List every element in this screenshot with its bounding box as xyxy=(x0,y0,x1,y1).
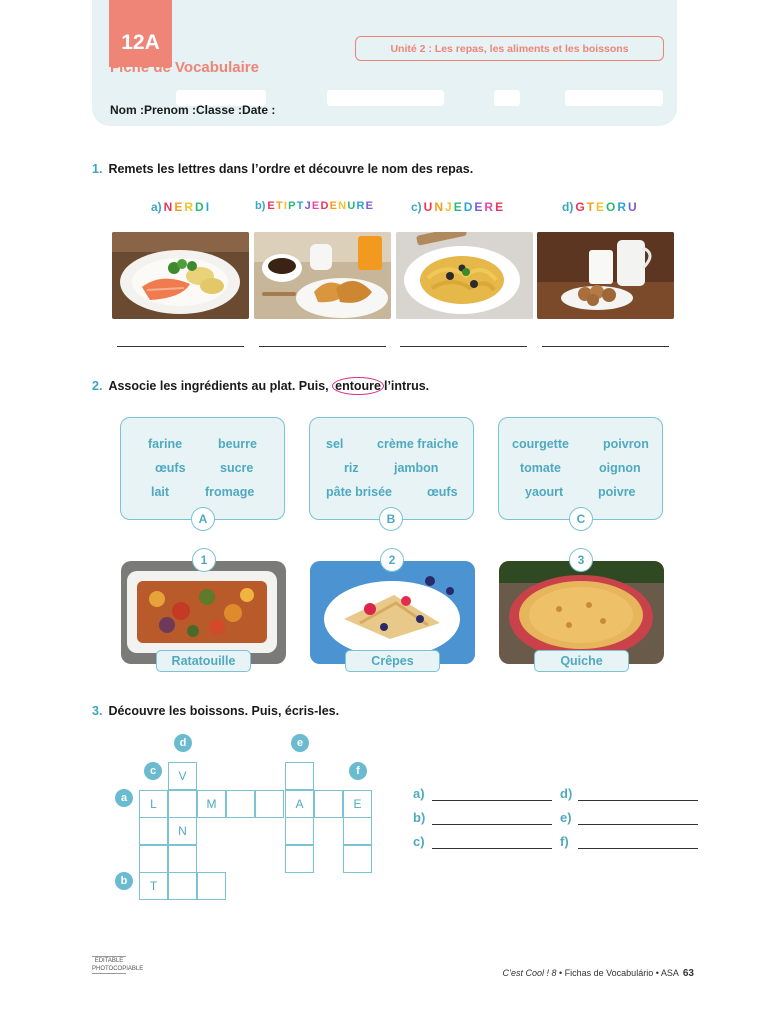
crossword-cell[interactable]: L xyxy=(139,790,168,818)
crossword-cell[interactable] xyxy=(168,845,197,873)
clue-marker-d: d xyxy=(174,734,192,752)
student-fields-label: Nom :Prenom :Classe :Date : xyxy=(110,103,276,117)
answer-label-d: d) xyxy=(560,786,573,801)
ingredient-word[interactable]: oignon xyxy=(599,461,641,475)
crossword-cell[interactable] xyxy=(139,845,168,873)
scramble-letter: U xyxy=(347,200,357,212)
scramble-letter: E xyxy=(596,200,607,214)
scramble-letter: N xyxy=(163,200,175,214)
answer-line-d[interactable] xyxy=(542,346,669,347)
crossword-cell[interactable]: T xyxy=(139,872,168,900)
quiche-photo xyxy=(499,561,664,664)
scramble-letter: I xyxy=(283,200,289,212)
scramble-letter: U xyxy=(628,200,639,214)
salmon-dish-photo xyxy=(112,232,249,319)
ingredient-word[interactable]: sel xyxy=(326,437,344,451)
crossword-cell[interactable] xyxy=(285,817,314,845)
crossword-cell[interactable] xyxy=(314,790,343,818)
crossword-cell[interactable] xyxy=(197,872,226,900)
milk-cookies-photo xyxy=(537,232,674,319)
scramble-letter: R xyxy=(484,200,496,214)
answer-line-b[interactable] xyxy=(259,346,386,347)
scramble-letter: D xyxy=(463,200,475,214)
answer-line-a[interactable] xyxy=(117,346,244,347)
ingredient-word[interactable]: beurre xyxy=(218,437,257,451)
crossword-cell[interactable]: V xyxy=(168,762,197,790)
clue-marker-c: c xyxy=(144,762,162,780)
clue-marker-f: f xyxy=(349,762,367,780)
answer-line-a[interactable] xyxy=(432,800,552,801)
page-footer: C’est Cool ! 8 • Fichas de Vocabulário • ASA 63 xyxy=(502,968,694,979)
date-field[interactable] xyxy=(565,90,663,106)
ingredient-word[interactable]: pâte brisée xyxy=(326,485,393,499)
number-field[interactable] xyxy=(494,90,520,106)
ingredient-word[interactable]: poivre xyxy=(598,485,636,499)
fiche-title: Fiche de Vocabulaire xyxy=(110,59,259,76)
answer-line-c[interactable] xyxy=(432,848,552,849)
ingredient-word[interactable]: œufs xyxy=(155,461,186,475)
answer-line-f[interactable] xyxy=(578,848,698,849)
ingredient-word[interactable]: fromage xyxy=(205,485,255,499)
answer-label-c: c) xyxy=(413,834,425,849)
box-label-b: B xyxy=(379,507,403,531)
clue-marker-e: e xyxy=(291,734,309,752)
scramble-letter: T xyxy=(586,200,597,214)
scramble-letter: D xyxy=(195,200,206,214)
circled-word: entoure xyxy=(332,377,384,395)
scramble-letter: E xyxy=(267,200,276,212)
question-number: 3. xyxy=(92,704,103,718)
question-number: 2. xyxy=(92,379,103,393)
answer-label-e: e) xyxy=(560,810,572,825)
scramble-letter: D xyxy=(320,200,330,212)
crossword-cell[interactable]: A xyxy=(285,790,314,818)
ingredient-word[interactable]: œufs xyxy=(427,485,458,499)
scramble-letter: U xyxy=(423,200,435,214)
answer-label-b: b) xyxy=(413,810,426,825)
scramble-letter: T xyxy=(296,200,305,212)
scramble-letter: R xyxy=(617,200,629,214)
scramble-word-d: d) GTEORU xyxy=(562,200,639,214)
scramble-letter: O xyxy=(606,200,618,214)
ingredient-word[interactable]: sucre xyxy=(220,461,254,475)
scramble-letter: T xyxy=(275,200,284,212)
scramble-word-a: a) NERDI xyxy=(151,200,212,214)
crossword-cell[interactable] xyxy=(139,817,168,845)
ingredient-word[interactable]: yaourt xyxy=(525,485,564,499)
pasta-photo xyxy=(396,232,533,319)
answer-label-f: f) xyxy=(560,834,569,849)
answer-line-e[interactable] xyxy=(578,824,698,825)
scramble-letter: E xyxy=(311,200,321,212)
ingredient-word[interactable]: courgette xyxy=(512,437,569,451)
dish-label-crepes: Crêpes xyxy=(345,650,440,672)
crepes-photo xyxy=(310,561,475,664)
scramble-letter: R xyxy=(184,200,196,214)
ingredient-box-a xyxy=(120,417,285,520)
answer-line-d[interactable] xyxy=(578,800,698,801)
answer-line-b[interactable] xyxy=(432,824,552,825)
class-field[interactable] xyxy=(327,90,444,106)
dish-label-ratatouille: Ratatouille xyxy=(156,650,251,672)
ratatouille-photo xyxy=(121,561,286,664)
crossword-cell[interactable]: N xyxy=(168,817,197,845)
crossword-cell[interactable] xyxy=(343,817,372,845)
scramble-letter: N xyxy=(434,200,446,214)
crossword-cell[interactable]: M xyxy=(197,790,226,818)
ingredient-word[interactable]: lait xyxy=(151,485,170,499)
scramble-letter: G xyxy=(575,200,587,214)
scramble-word-c: c) UNJEDERE xyxy=(411,200,506,214)
question-1-title: 1. Remets les lettres dans l’ordre et découvre le nom des repas. xyxy=(92,162,474,176)
scramble-letter: E xyxy=(453,200,464,214)
clue-marker-a: a xyxy=(115,789,133,807)
box-label-a: A xyxy=(191,507,215,531)
ingredient-word[interactable]: farine xyxy=(148,437,183,451)
question-3-title: 3. Découvre les boissons. Puis, écris-les. xyxy=(92,704,340,718)
scramble-letter: J xyxy=(304,200,312,212)
dish-label-quiche: Quiche xyxy=(534,650,629,672)
breakfast-photo xyxy=(254,232,391,319)
dish-number-3: 3 xyxy=(569,548,593,572)
crossword-cell[interactable] xyxy=(226,790,255,818)
crossword-cell[interactable]: E xyxy=(343,790,372,818)
question-number: 1. xyxy=(92,162,103,176)
scramble-word-b: b) ETIPTJEDENURE xyxy=(255,200,375,212)
crossword-cell[interactable] xyxy=(168,790,197,818)
dish-number-2: 2 xyxy=(380,548,404,572)
ingredient-word[interactable]: poivron xyxy=(603,437,649,451)
answer-label-a: a) xyxy=(413,786,425,801)
scramble-letter: J xyxy=(445,200,454,214)
question-2-title: 2. Associe les ingrédients au plat. Puis, entoure l’intrus. xyxy=(92,379,430,393)
ingredient-box-b xyxy=(309,417,474,520)
unite-badge: Unité 2 : Les repas, les aliments et les boissons xyxy=(355,36,664,61)
editable-stamp: EDITABLE PHOTOCOPIABLE xyxy=(92,958,144,972)
scramble-letter: E xyxy=(474,200,485,214)
page-number: 63 xyxy=(682,968,694,979)
crossword-cell[interactable] xyxy=(255,790,284,818)
scramble-letter: N xyxy=(338,200,348,212)
crossword-cell[interactable] xyxy=(285,762,314,790)
crossword-cell[interactable] xyxy=(168,872,197,900)
ingredient-word[interactable]: crème fraiche xyxy=(377,437,459,451)
crossword-cell[interactable] xyxy=(343,845,372,873)
crossword-cell[interactable] xyxy=(285,845,314,873)
scramble-letter: I xyxy=(205,200,212,214)
scramble-letter: E xyxy=(329,200,339,212)
scramble-letter: E xyxy=(174,200,185,214)
ingredient-word[interactable]: riz xyxy=(344,461,359,475)
scramble-letter: E xyxy=(495,200,506,214)
dish-number-1: 1 xyxy=(192,548,216,572)
unit-tab: 12A xyxy=(109,0,172,67)
answer-line-c[interactable] xyxy=(400,346,527,347)
scramble-letter: E xyxy=(365,200,375,212)
ingredient-word[interactable]: jambon xyxy=(394,461,439,475)
scramble-letter: R xyxy=(356,200,366,212)
scramble-letter: P xyxy=(288,200,297,212)
clue-marker-b: b xyxy=(115,872,133,890)
box-label-c: C xyxy=(569,507,593,531)
ingredient-word[interactable]: tomate xyxy=(520,461,561,475)
